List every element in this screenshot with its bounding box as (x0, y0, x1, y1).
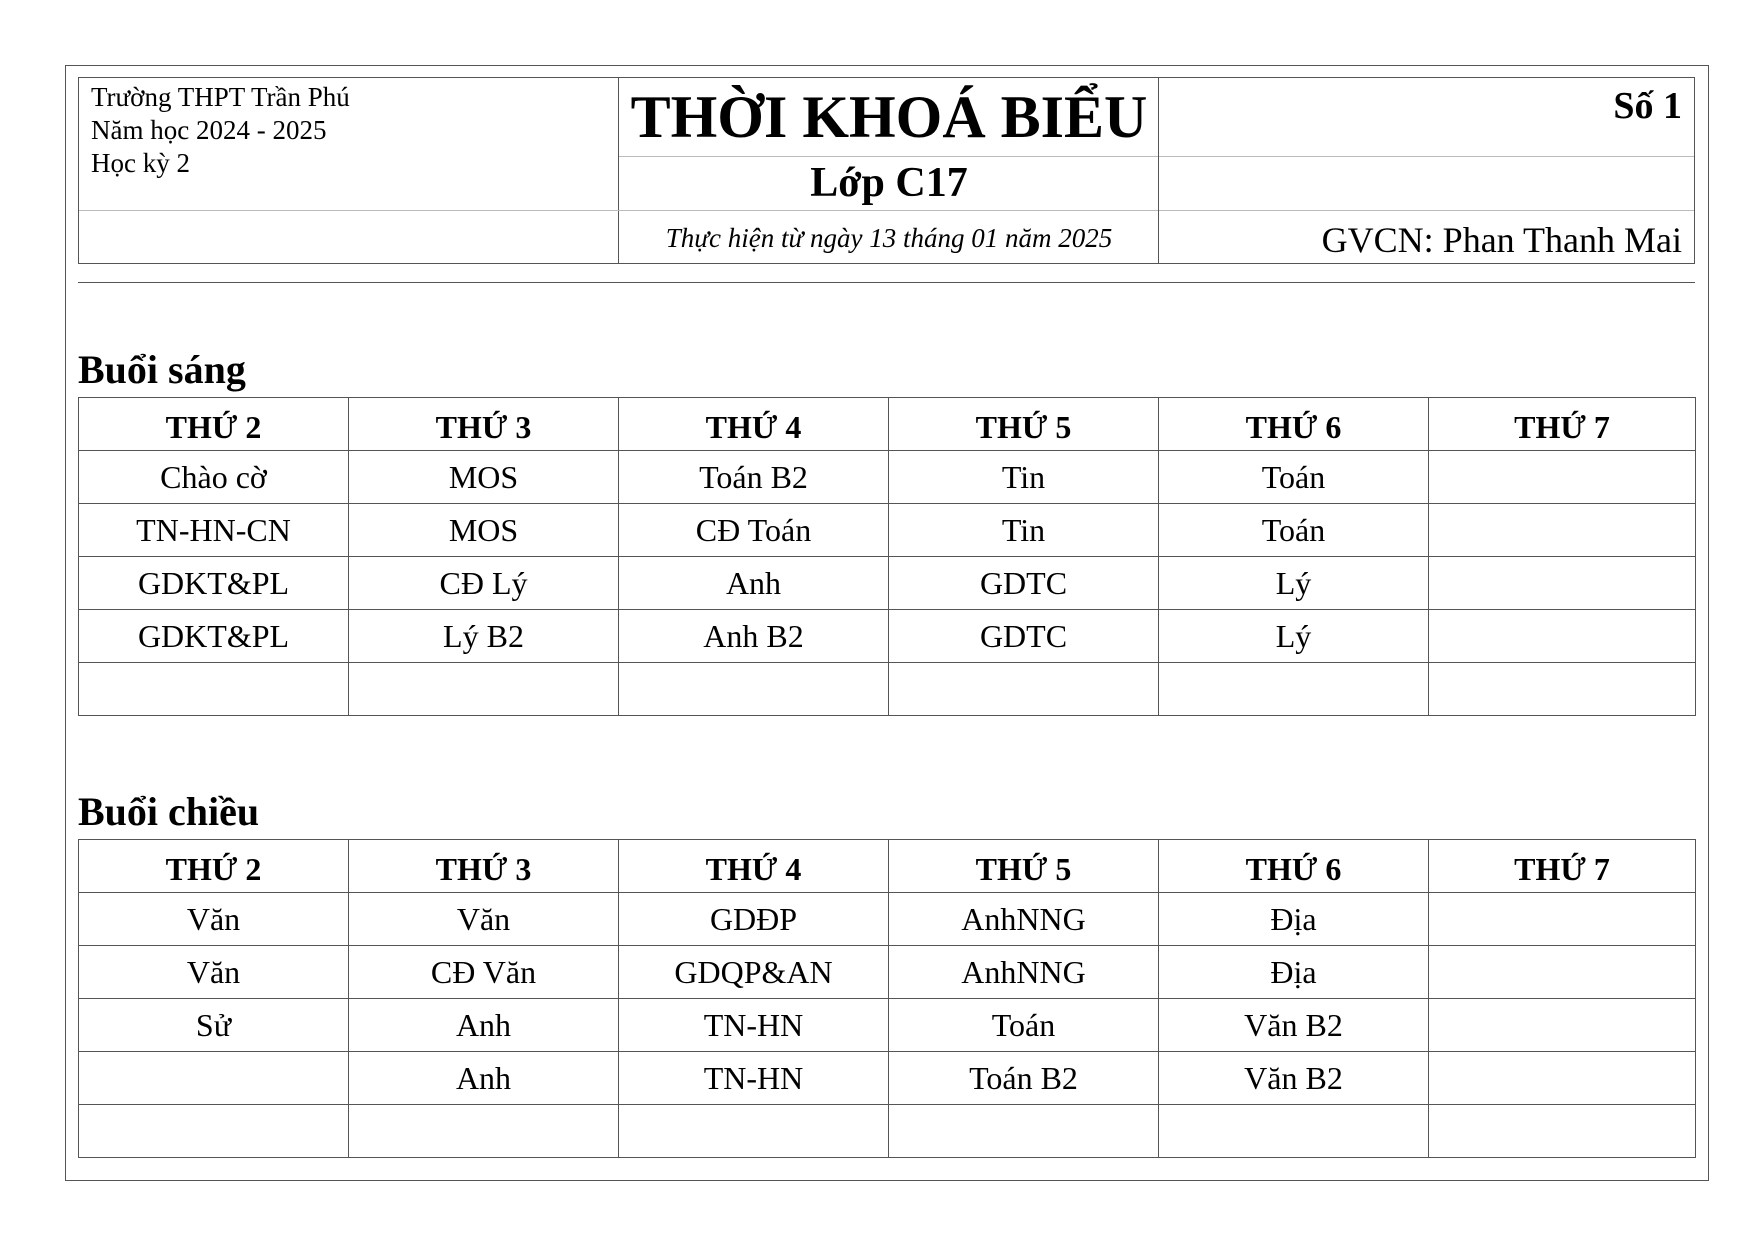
lesson-cell: Văn (79, 893, 349, 946)
lesson-cell: MOS (349, 451, 619, 504)
header-grid-line (79, 210, 619, 211)
day-header: THỨ 3 (349, 840, 619, 893)
school-year: Năm học 2024 - 2025 (91, 115, 327, 145)
day-header: THỨ 7 (1429, 398, 1696, 451)
lesson-cell: Chào cờ (79, 451, 349, 504)
day-header: THỨ 4 (619, 840, 889, 893)
lesson-cell (889, 663, 1159, 716)
lesson-cell: AnhNNG (889, 893, 1159, 946)
lesson-cell: Tin (889, 451, 1159, 504)
lesson-cell: Lý (1159, 610, 1429, 663)
lesson-cell (1429, 946, 1696, 999)
lesson-cell: Tin (889, 504, 1159, 557)
lesson-cell: Văn (79, 946, 349, 999)
table-row (79, 557, 1696, 610)
lesson-cell (79, 1105, 349, 1158)
lesson-cell (1429, 999, 1696, 1052)
lesson-cell: Văn (349, 893, 619, 946)
lesson-cell (1429, 504, 1696, 557)
lesson-cell (1429, 557, 1696, 610)
timetable-header (78, 77, 1695, 264)
table-row (79, 999, 1696, 1052)
lesson-cell: Anh (349, 1052, 619, 1105)
table-row (79, 504, 1696, 557)
day-header: THỨ 3 (349, 398, 619, 451)
lesson-cell: TN-HN (619, 999, 889, 1052)
day-header: THỨ 6 (1159, 398, 1429, 451)
lesson-cell (1429, 451, 1696, 504)
table-row (79, 1052, 1696, 1105)
afternoon-section-title: Buổi chiều (78, 789, 260, 834)
table-row (79, 893, 1696, 946)
school-info (79, 78, 619, 263)
class-name: Lớp C17 (810, 160, 968, 206)
homeroom-teacher: GVCN: Phan Thanh Mai (1321, 220, 1682, 260)
lesson-cell (1159, 1105, 1429, 1158)
lesson-cell: AnhNNG (889, 946, 1159, 999)
lesson-cell (79, 663, 349, 716)
lesson-cell: GDKT&PL (79, 557, 349, 610)
lesson-cell: Văn B2 (1159, 999, 1429, 1052)
lesson-cell: GDQP&AN (619, 946, 889, 999)
lesson-cell: Văn B2 (1159, 1052, 1429, 1105)
effective-date: Thực hiện từ ngày 13 tháng 01 năm 2025 (665, 223, 1113, 253)
lesson-cell: GDKT&PL (79, 610, 349, 663)
lesson-cell (1429, 610, 1696, 663)
lesson-cell (1429, 1052, 1696, 1105)
lesson-cell: Anh B2 (619, 610, 889, 663)
lesson-cell: Lý B2 (349, 610, 619, 663)
lesson-cell: GDTC (889, 610, 1159, 663)
day-header: THỨ 4 (619, 398, 889, 451)
table-header-row (79, 398, 1696, 451)
lesson-cell (1429, 893, 1696, 946)
lesson-cell (1429, 1105, 1696, 1158)
lesson-cell (619, 663, 889, 716)
lesson-cell: CĐ Lý (349, 557, 619, 610)
lesson-cell: TN-HN-CN (79, 504, 349, 557)
day-header: THỨ 2 (79, 840, 349, 893)
lesson-cell: Toán (1159, 504, 1429, 557)
day-header: THỨ 7 (1429, 840, 1696, 893)
table-header-row (79, 840, 1696, 893)
lesson-cell (349, 663, 619, 716)
day-header: THỨ 5 (889, 398, 1159, 451)
table-row (79, 663, 1696, 716)
lesson-cell (79, 1052, 349, 1105)
lesson-cell: Anh (619, 557, 889, 610)
table-row (79, 946, 1696, 999)
lesson-cell: Địa (1159, 946, 1429, 999)
school-name: Trường THPT Trần Phú (91, 82, 350, 112)
lesson-cell: GDĐP (619, 893, 889, 946)
semester: Học kỳ 2 (91, 148, 190, 178)
lesson-cell: CĐ Văn (349, 946, 619, 999)
lesson-cell: Anh (349, 999, 619, 1052)
page-title: THỜI KHOÁ BIỂU (630, 84, 1148, 150)
lesson-cell: Địa (1159, 893, 1429, 946)
header-divider (78, 282, 1695, 283)
lesson-cell: TN-HN (619, 1052, 889, 1105)
day-header: THỨ 2 (79, 398, 349, 451)
afternoon-schedule-table (78, 839, 1696, 1158)
sheet-number: Số 1 (1613, 85, 1682, 127)
lesson-cell: Toán (1159, 451, 1429, 504)
morning-section-title: Buổi sáng (78, 347, 246, 392)
lesson-cell (1159, 663, 1429, 716)
table-row (79, 1105, 1696, 1158)
lesson-cell: CĐ Toán (619, 504, 889, 557)
day-header: THỨ 6 (1159, 840, 1429, 893)
title-block (619, 78, 1159, 263)
lesson-cell (349, 1105, 619, 1158)
lesson-cell: MOS (349, 504, 619, 557)
day-header: THỨ 5 (889, 840, 1159, 893)
lesson-cell (619, 1105, 889, 1158)
table-row (79, 451, 1696, 504)
lesson-cell: Toán (889, 999, 1159, 1052)
lesson-cell: Lý (1159, 557, 1429, 610)
morning-schedule-table (78, 397, 1696, 716)
lesson-cell (889, 1105, 1159, 1158)
lesson-cell: Sử (79, 999, 349, 1052)
lesson-cell (1429, 663, 1696, 716)
table-row (79, 610, 1696, 663)
lesson-cell: Toán B2 (889, 1052, 1159, 1105)
lesson-cell: Toán B2 (619, 451, 889, 504)
sheet-info (1159, 78, 1694, 263)
lesson-cell: GDTC (889, 557, 1159, 610)
